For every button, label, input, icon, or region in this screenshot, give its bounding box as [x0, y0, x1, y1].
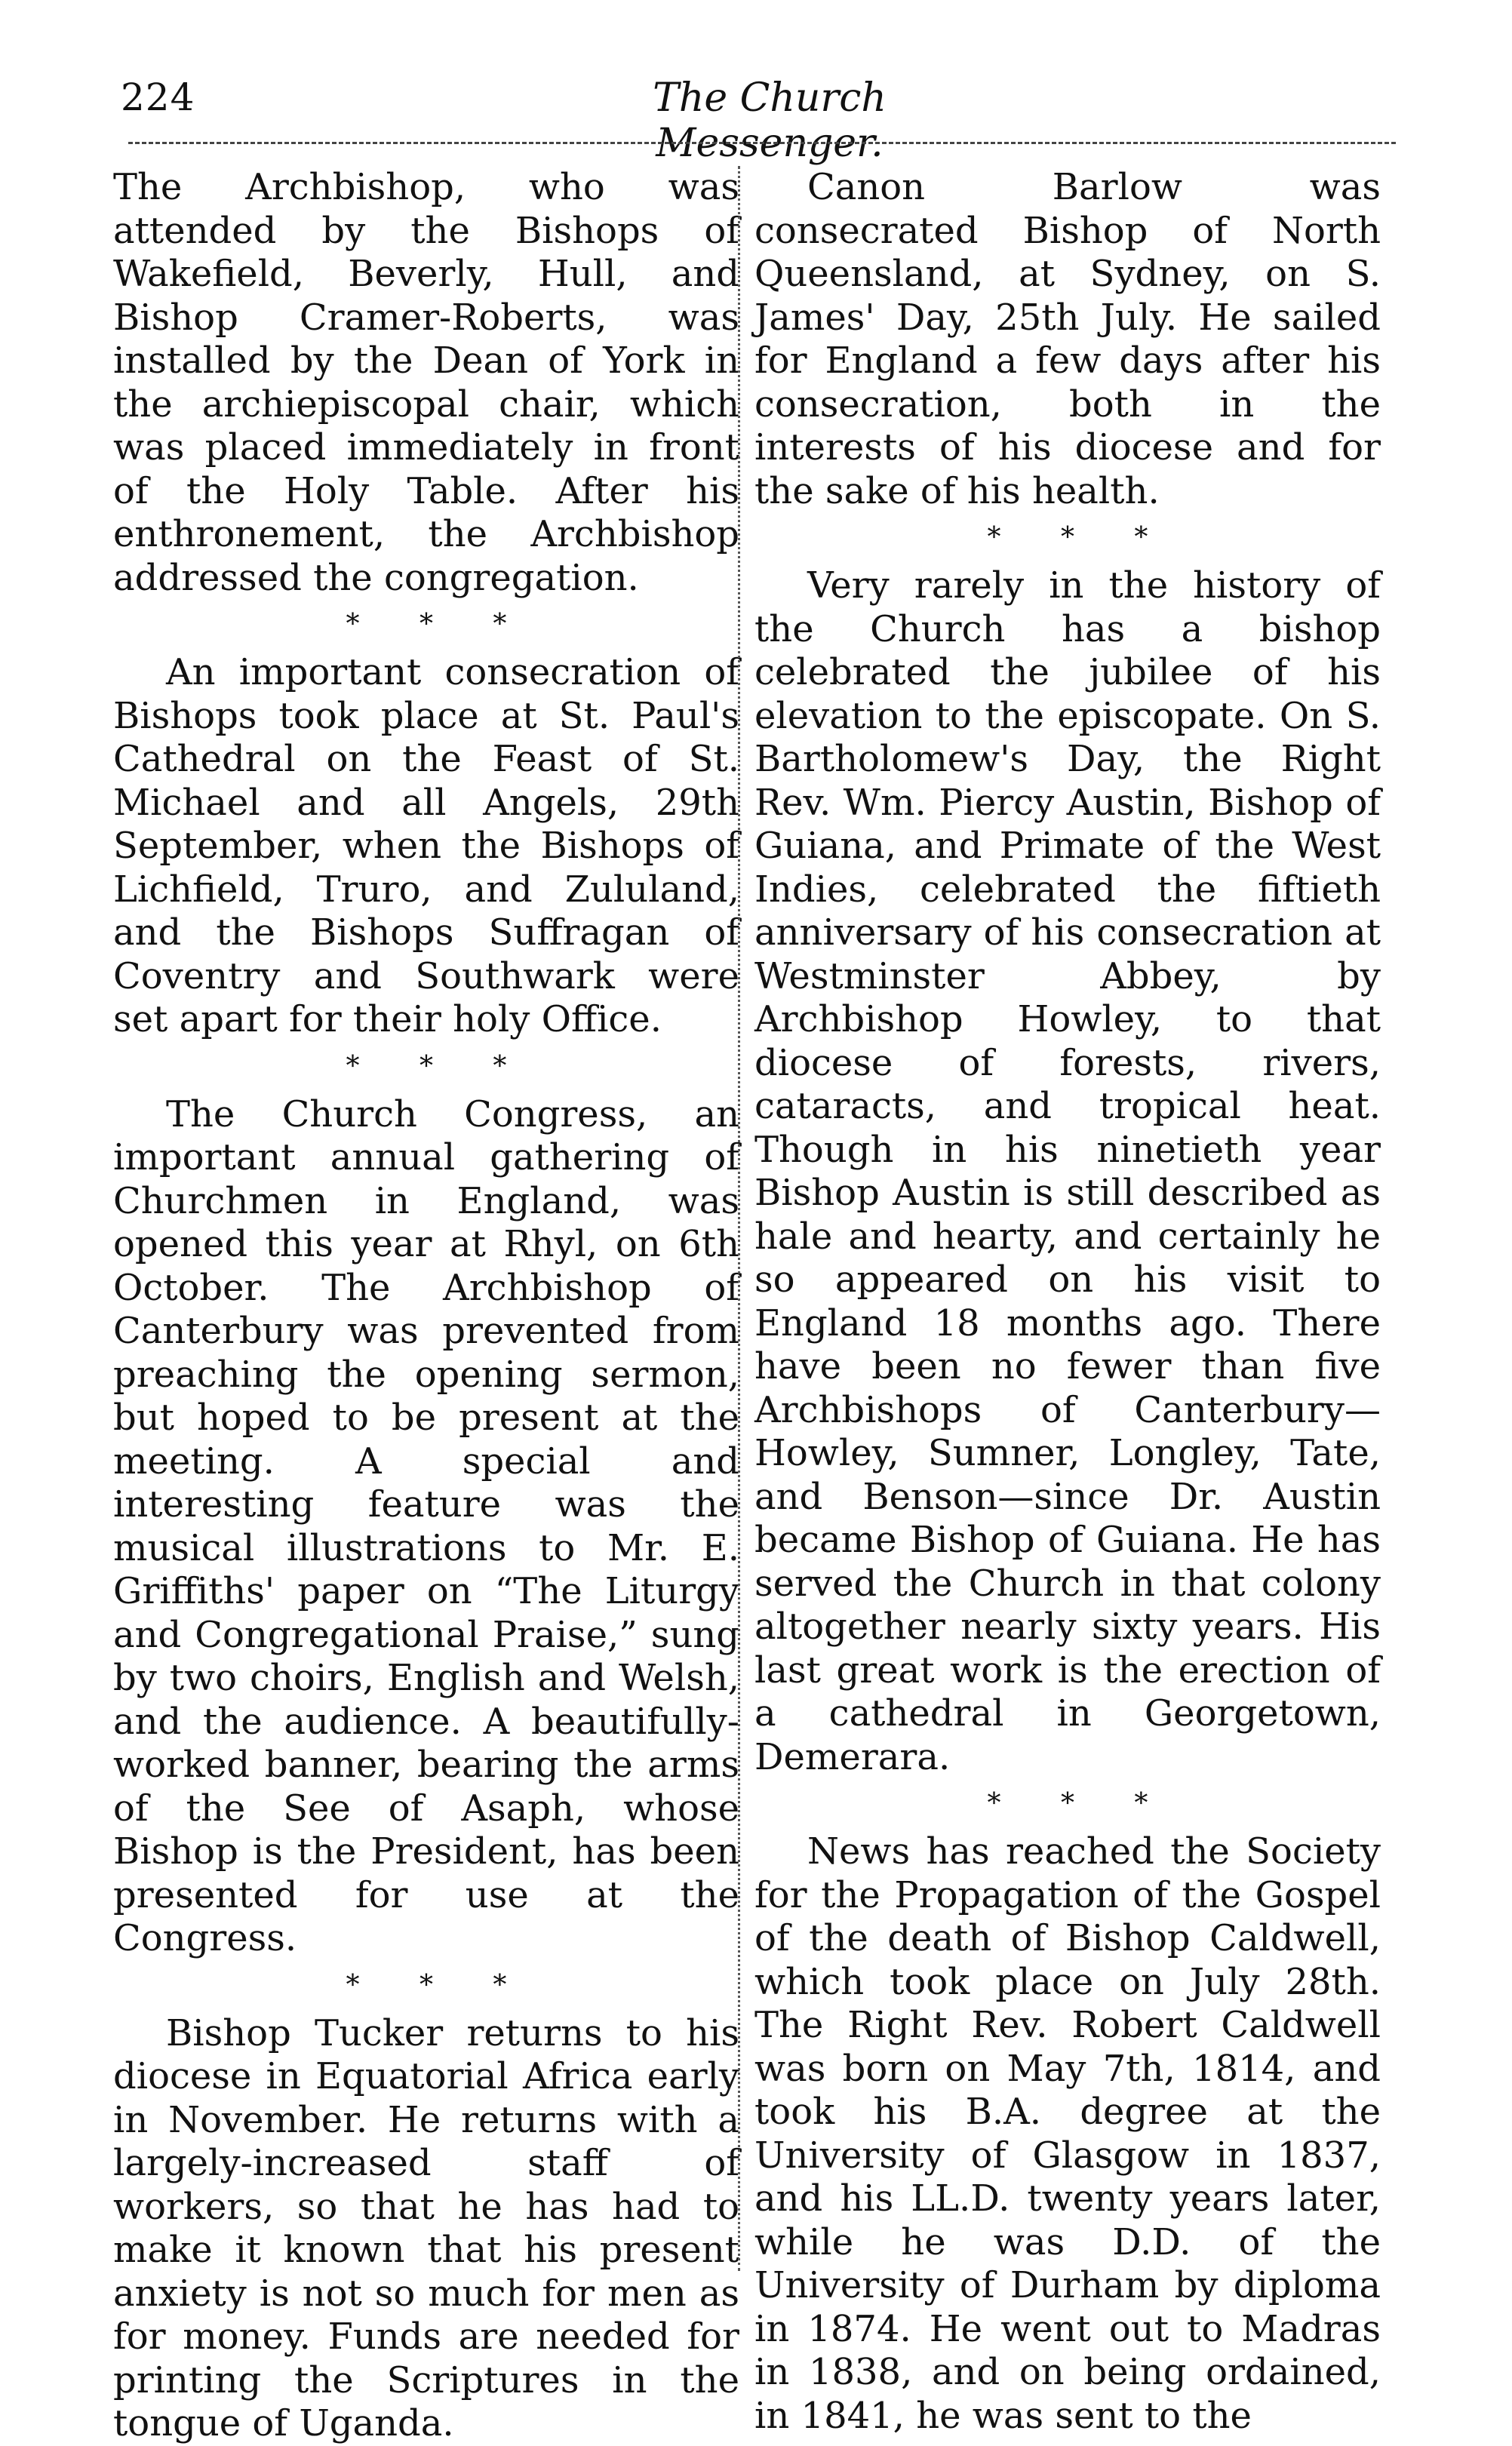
section-separator: * * *	[346, 1050, 533, 1082]
paragraph-bishop-caldwell: News has reached the Society for the Propagation of the Gospel of the death of Bishop Caldwell, which took place on July 28th. The Right Rev. Robert Caldwell was born on May 7th, 1814, and took his B.A. degree at the University of Glasgow in 1837, and his LL.D. twenty years later, while he was D.D. of the University of Durham by diploma in 1874. He went out to Madras in 1838, and on being ordained, in 1841, he was sent to the	[754, 1830, 1381, 2437]
right-column	[754, 166, 1381, 2438]
column-divider	[738, 166, 740, 2271]
left-column	[113, 166, 739, 2446]
paragraph-church-congress: The Church Congress, an important annual gathering of Churchmen in England, was opened this year at Rhyl, on 6th October. The Archbishop of Canterbury was prevented from preaching the opening sermon, but hoped to be present at the meeting. A special and interesting feature was the musical illustrations to Mr. E. Griffiths' paper on “The Liturgy and Congregational Praise,” sung by two choirs, English and Welsh, and the audience. A beautifully-worked banner, bearing the arms of the See of Asaph, whose Bishop is the President, has been presented for use at the Congress.	[113, 1092, 739, 1959]
running-title: The Church Messenger.	[653, 75, 887, 166]
paragraph-canon-barlow: Canon Barlow was consecrated Bishop of North Queensland, at Sydney, on S. James' Day, 25th July. He sailed for England a few days after his consecration, both in the interests of his diocese and for the sake of his health.	[754, 166, 1381, 512]
section-separator: * * *	[346, 609, 533, 640]
paragraph-bishop-tucker: Bishop Tucker returns to his diocese in Equatorial Africa early in November. He returns with a largely-increased staff of workers, so that he has had to make it known that his present anxiety is not so much for men as for money. Funds are needed for printing the Scriptures in the tongue of Uganda.	[113, 2011, 739, 2444]
section-separator: * * *	[346, 1969, 533, 2001]
paragraph-consecration-st-pauls: An important consecration of Bishops took place at St. Paul's Cathedral on the Feast of St. Michael and all Angels, 29th September, when the Bishops of Lichfield, Truro, and Zululand, and the Bishops Suffragan of Coventry and Southwark were set apart for their holy Office.	[113, 651, 739, 1040]
paragraph-bishop-austin-jubilee: Very rarely in the history of the Church has a bishop celebrated the jubilee of his elevation to the episcopate. On S. Bartholomew's Day, the Right Rev. Wm. Piercy Austin, Bishop of Guiana, and Primate of the West Indies, celebrated the fiftieth anniversary of his consecration at Westminster Abbey, by Archbishop Howley, to that diocese of forests, rivers, cataracts, and tropical heat. Though in his ninetieth year Bishop Austin is still described as hale and hearty, and certainly he so appeared on his visit to England 18 months ago. There have been no fewer than five Archbishops of Canterbury—Howley, Sumner, Longley, Tate, and Benson—since Dr. Austin became Bishop of Guiana. He has served the Church in that colony altogether nearly sixty years. His last great work is the erection of a cathedral in Georgetown, Demerara.	[754, 564, 1381, 1778]
section-separator: * * *	[987, 522, 1174, 553]
page-header	[121, 75, 1396, 166]
header-rule	[128, 142, 1396, 144]
page-number: 224	[121, 75, 195, 119]
section-separator: * * *	[987, 1788, 1174, 1819]
paragraph-archbishop-enthronement: The Archbishop, who was attended by the Bishops of Wakefield, Beverly, Hull, and Bishop Cramer-Roberts, was installed by the Dean of York in the archiepiscopal chair, which was placed immediately in front of the Holy Table. After his enthronement, the Archbishop addressed the congregation.	[113, 166, 739, 599]
